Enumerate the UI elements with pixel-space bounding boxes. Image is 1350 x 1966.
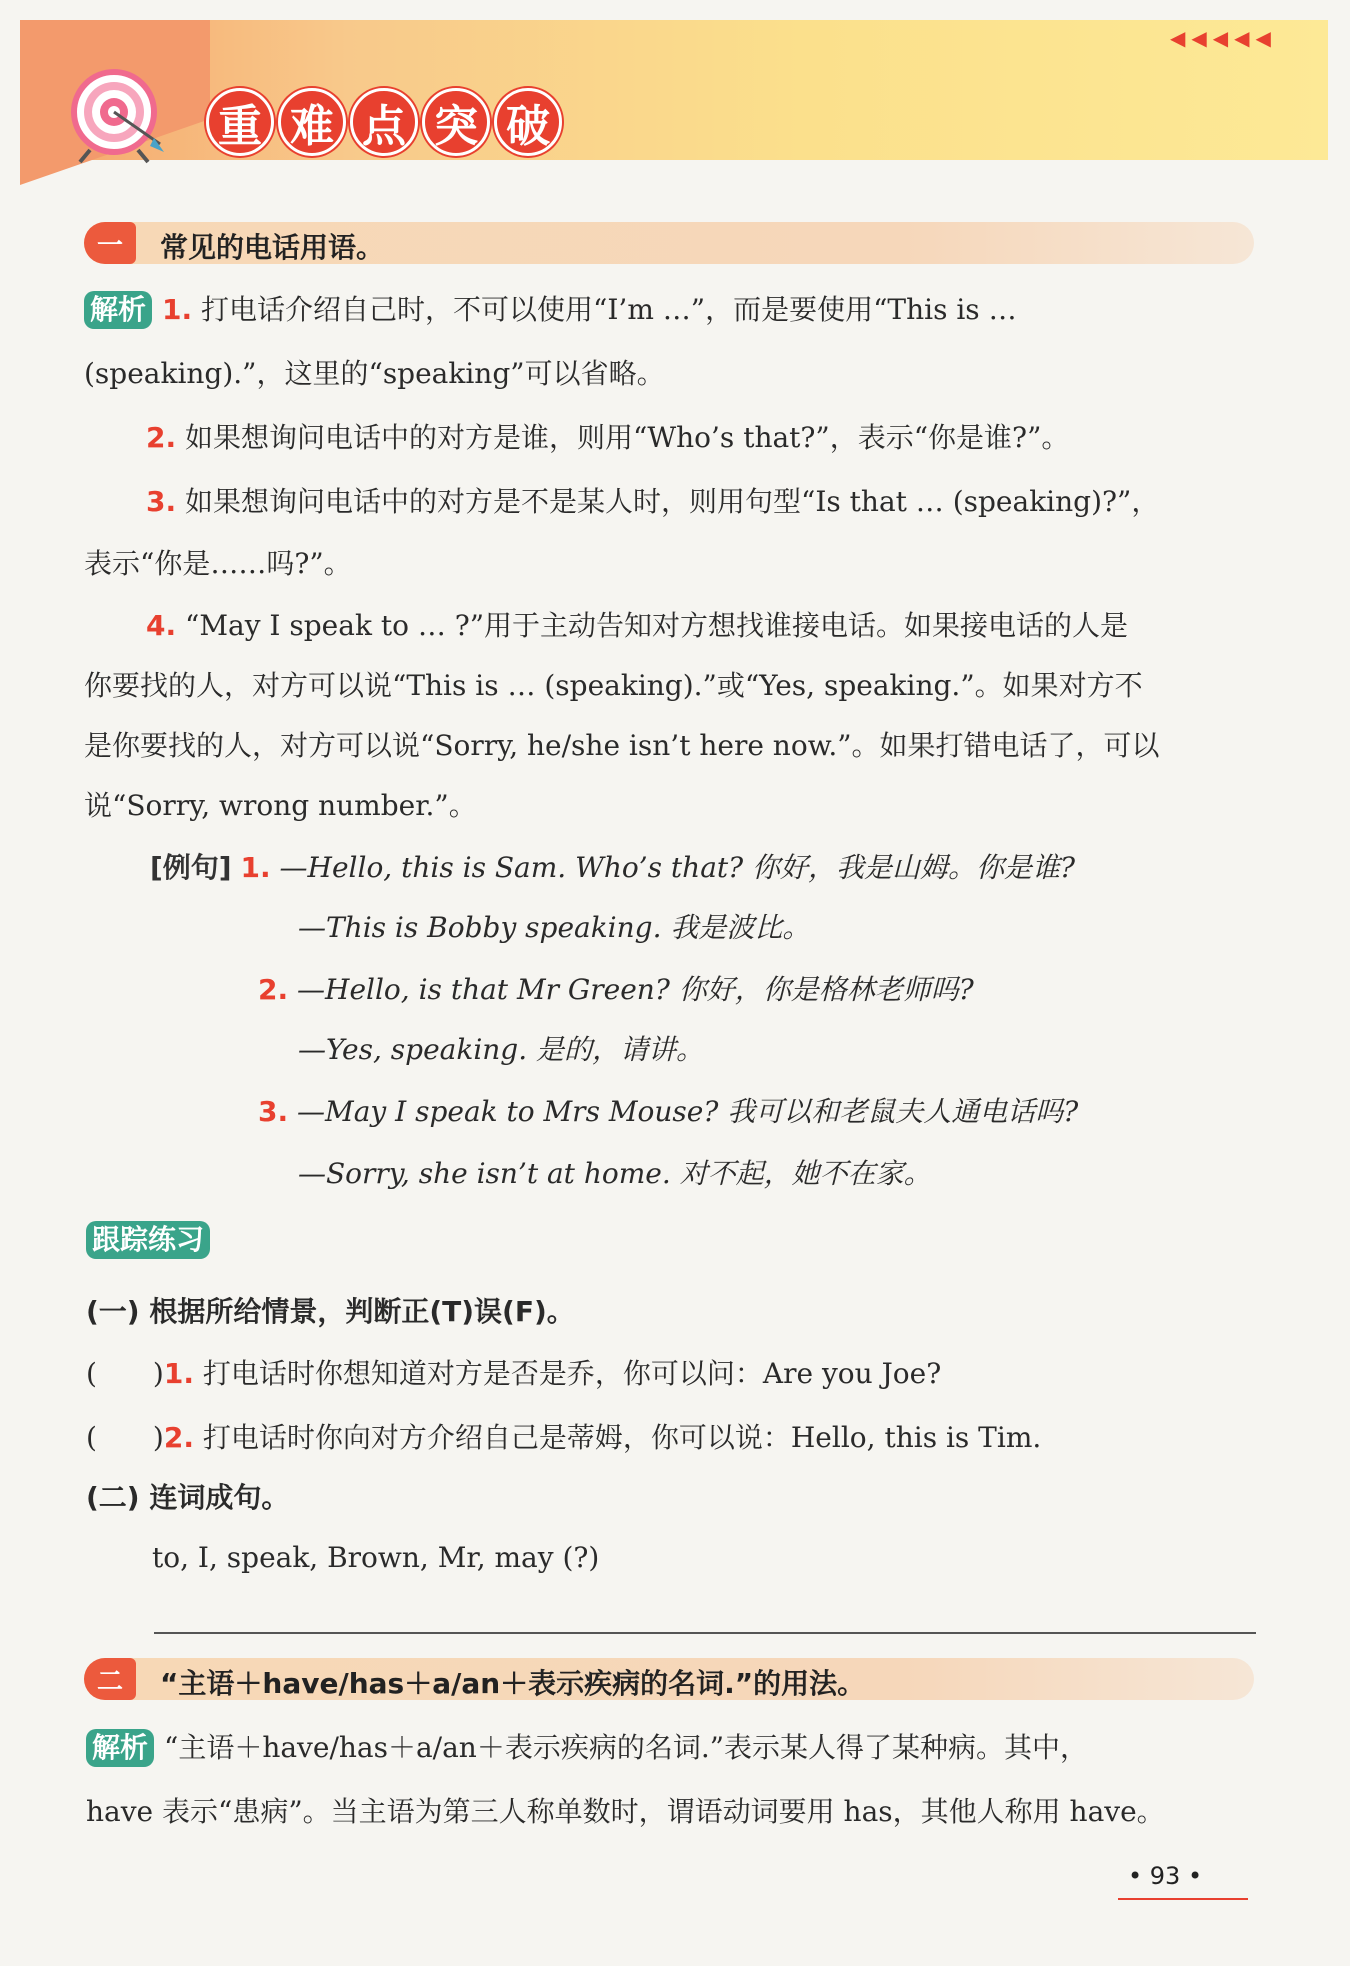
page-number-underline	[1118, 1898, 1248, 1900]
practice-tag: 跟踪练习	[86, 1221, 210, 1259]
section-1-p4-line3: 是你要找的人，对方可以说“Sorry, he/she isn’t here now.”。如果打错电话了，可以	[84, 729, 1160, 762]
practice-part2-title: (二) 连词成句。	[86, 1481, 290, 1514]
practice-q2	[86, 1418, 1041, 1458]
practice-part1-title: (一) 根据所给情景，判断正(T)误(F)。	[86, 1295, 575, 1328]
example-text: —Hello, is that Mr Green? 你好，你是格林老师吗?	[297, 973, 974, 1006]
decor-arrows-icon: ◀◀◀◀◀	[1170, 26, 1277, 50]
section-1-title: 常见的电话用语。	[160, 231, 385, 264]
section-1-p4-line2: 你要找的人，对方可以说“This is … (speaking).”或“Yes, speaking.”。如果对方不	[84, 669, 1143, 702]
section-1-p4-line1	[146, 606, 1128, 646]
section-1-p2	[146, 418, 1069, 458]
item-number: 3.	[146, 485, 177, 518]
page-title	[206, 88, 562, 168]
section-2-line1	[86, 1728, 1088, 1768]
section-1-p3-line1	[146, 482, 1159, 522]
title-char: 破	[494, 88, 562, 156]
item-number: 2.	[146, 421, 177, 454]
paragraph-text: 如果想询问电话中的对方是谁，则用“Who’s that?”，表示“你是谁?”。	[185, 421, 1070, 454]
example-1-line1	[150, 848, 1075, 888]
item-number: 1.	[162, 293, 193, 326]
section-1-bar	[84, 222, 1254, 264]
page-number: • 93 •	[1128, 1862, 1203, 1890]
question-text: 打电话时你想知道对方是否是乔，你可以问：Are you Joe?	[202, 1357, 942, 1390]
paragraph-text: “主语＋have/has＋a/an＋表示疾病的名词.”表示某人得了某种病。其中，	[164, 1731, 1089, 1764]
example-2-line2: —Yes, speaking. 是的，请讲。	[298, 1033, 705, 1066]
item-number: 1.	[240, 851, 271, 884]
section-2-bar	[84, 1658, 1254, 1700]
title-char: 重	[206, 88, 274, 156]
practice-q1	[86, 1354, 941, 1394]
analysis-tag: 解析	[86, 1729, 154, 1767]
analysis-tag: 解析	[84, 291, 152, 329]
title-char: 难	[278, 88, 346, 156]
section-1-p3-line2: 表示“你是……吗?”。	[84, 547, 352, 580]
section-1-p1-line1	[84, 290, 1017, 330]
item-number: 2.	[163, 1421, 194, 1454]
item-number: 4.	[146, 609, 177, 642]
item-number: 2.	[258, 973, 289, 1006]
section-2-line2: have 表示“患病”。当主语为第三人称单数时，谓语动词要用 has，其他人称用 have。	[86, 1795, 1165, 1828]
example-text: —May I speak to Mrs Mouse? 我可以和老鼠夫人通电话吗?	[297, 1095, 1079, 1128]
example-1-line2: —This is Bobby speaking. 我是波比。	[298, 911, 811, 944]
example-label: [例句]	[150, 851, 232, 884]
answer-line[interactable]	[154, 1632, 1256, 1634]
practice-part2-words: to, I, speak, Brown, Mr, may (?)	[152, 1541, 600, 1574]
item-number: 3.	[258, 1095, 289, 1128]
example-3-line2: —Sorry, she isn’t at home. 对不起，她不在家。	[298, 1157, 932, 1190]
section-1-p4-line4: 说“Sorry, wrong number.”。	[84, 789, 477, 822]
example-text: —Hello, this is Sam. Who’s that? 你好，我是山姆。你是谁?	[279, 851, 1076, 884]
item-number: 1.	[163, 1357, 194, 1390]
practice-heading	[86, 1220, 220, 1260]
section-1-p1-line2: (speaking).”，这里的“speaking”可以省略。	[84, 357, 665, 390]
paragraph-text: 打电话介绍自己时，不可以使用“I’m …”，而是要使用“This is …	[201, 293, 1017, 326]
title-char: 点	[350, 88, 418, 156]
answer-blank[interactable]: ( )	[86, 1357, 164, 1390]
section-2-title: “主语＋have/has＋a/an＋表示疾病的名词.”的用法。	[160, 1667, 866, 1700]
example-3-line1	[258, 1092, 1078, 1132]
answer-blank[interactable]: ( )	[86, 1421, 164, 1454]
section-1-badge: 一	[84, 222, 136, 264]
target-icon	[70, 68, 166, 164]
paragraph-text: 如果想询问电话中的对方是不是某人时，则用句型“Is that … (speaking)?”，	[185, 485, 1160, 518]
section-2-badge: 二	[84, 1658, 136, 1700]
title-char: 突	[422, 88, 490, 156]
question-text: 打电话时你向对方介绍自己是蒂姆，你可以说：Hello, this is Tim.	[202, 1421, 1042, 1454]
paragraph-text: “May I speak to … ?”用于主动告知对方想找谁接电话。如果接电话的人是	[185, 609, 1129, 642]
example-2-line1	[258, 970, 974, 1010]
